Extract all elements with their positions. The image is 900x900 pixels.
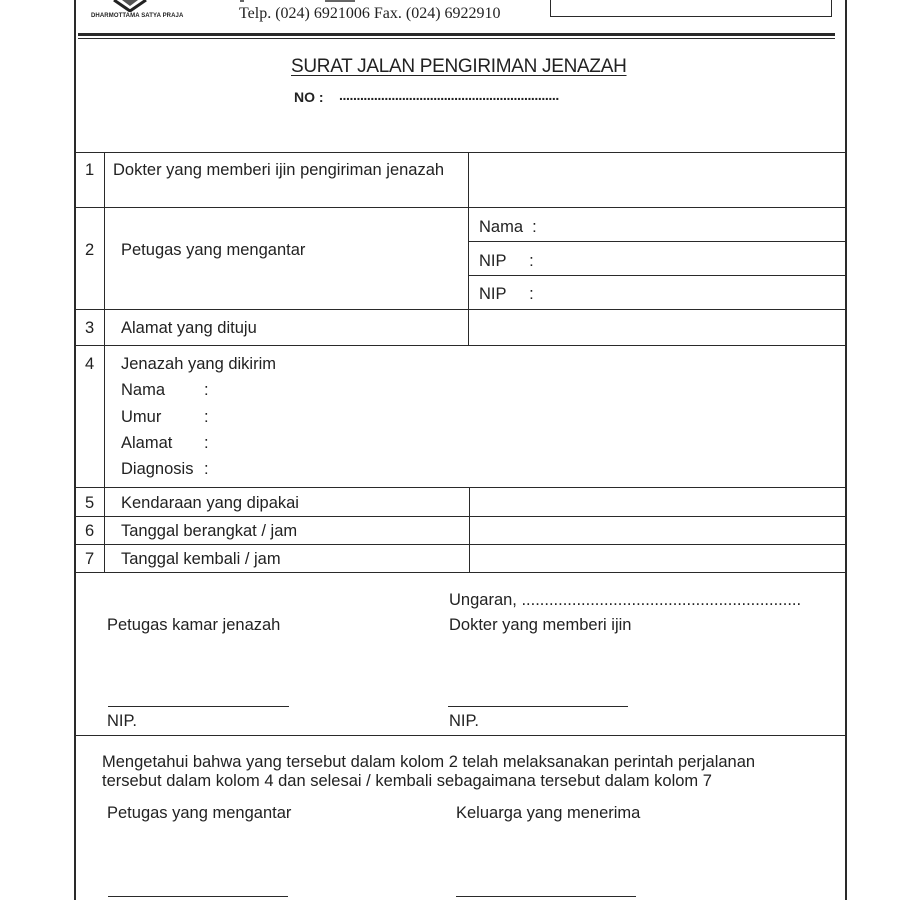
ack-left-signature-line[interactable] [108, 896, 288, 897]
right-signature-line[interactable] [448, 706, 628, 707]
row-label-alamat-tujuan: Alamat yang dituju [121, 319, 257, 337]
table-rule [74, 345, 846, 346]
row-number: 2 [85, 241, 95, 259]
logo-motto: DHARMOTTAMA SATYA PRAJA [91, 13, 184, 19]
ack-right-signer-role: Keluarga yang menerima [456, 804, 641, 822]
document-number-label: NO : [294, 89, 324, 105]
row-number: 3 [85, 319, 95, 337]
row-number: 4 [85, 355, 95, 373]
document-number-dots: ............................................................... [339, 87, 559, 103]
dokter-value-field[interactable] [470, 153, 845, 206]
acknowledgement-text-line2: tersebut dalam kolom 4 dan selesai / kembali sebagaimana tersebut dalam kolom 7 [102, 772, 712, 790]
row-number: 6 [85, 522, 95, 540]
jenazah-diagnosis-label: Diagnosis [121, 460, 194, 478]
header-rule-bottom [78, 38, 835, 39]
row-number: 5 [85, 494, 95, 512]
table-rule [74, 207, 846, 208]
row-label-dokter: Dokter yang memberi ijin pengiriman jenazah [113, 161, 445, 179]
header [0, 0, 900, 40]
ack-left-signer-role: Petugas yang mengantar [107, 804, 292, 822]
ack-right-signature-line[interactable] [456, 896, 636, 897]
jenazah-umur-label: Umur [121, 408, 162, 426]
right-signer-role: Dokter yang memberi ijin [449, 616, 632, 634]
logo-emblem-icon [108, 0, 152, 12]
tanggal-berangkat-value-field[interactable] [471, 517, 845, 544]
section-divider [74, 735, 846, 736]
table-column-rule [468, 309, 469, 346]
table-column-rule [469, 487, 470, 573]
row-label-tanggal-berangkat: Tanggal berangkat / jam [121, 522, 298, 540]
jenazah-nama-colon[interactable]: : [204, 381, 209, 399]
petugas-nip-field[interactable]: NIP : [479, 285, 534, 303]
alamat-tujuan-value-field[interactable] [470, 310, 845, 345]
header-rule-top [78, 33, 835, 36]
acknowledgement-text-line1: Mengetahui bahwa yang tersebut dalam kolom 2 telah melaksanakan perintah perjalanan [102, 753, 756, 771]
page-title: SURAT JALAN PENGIRIMAN JENAZAH [291, 56, 627, 77]
table-rule [469, 275, 846, 276]
place-date[interactable]: Ungaran, ............................................................. [449, 591, 802, 609]
document-code-box [550, 0, 832, 17]
tanggal-kembali-value-field[interactable] [471, 545, 845, 572]
jenazah-umur-colon[interactable]: : [204, 408, 209, 426]
table-rule [74, 572, 846, 573]
contact-info: Telp. (024) 6921006 Fax. (024) 6922910 [239, 5, 501, 22]
jenazah-diagnosis-colon[interactable]: : [204, 460, 209, 478]
page-border-right [845, 0, 847, 900]
row-label-petugas: Petugas yang mengantar [121, 241, 306, 259]
table-column-rule [468, 152, 469, 310]
petugas-nip-field[interactable]: NIP : [479, 252, 534, 270]
kendaraan-value-field[interactable] [471, 488, 845, 516]
left-nip-label: NIP. [107, 712, 137, 730]
page-border-left [74, 0, 76, 900]
jenazah-alamat-colon[interactable]: : [204, 434, 209, 452]
right-nip-label: NIP. [449, 712, 479, 730]
row-label-tanggal-kembali: Tanggal kembali / jam [121, 550, 281, 568]
row-label-kendaraan: Kendaraan yang dipakai [121, 494, 299, 512]
jenazah-alamat-label: Alamat [121, 434, 173, 452]
jenazah-nama-label: Nama [121, 381, 166, 399]
left-signature-line[interactable] [108, 706, 289, 707]
table-rule [469, 241, 846, 242]
row-number: 7 [85, 550, 95, 568]
left-signer-role: Petugas kamar jenazah [107, 616, 281, 634]
row-number: 1 [85, 161, 95, 179]
address-line-fragment [240, 0, 390, 2]
petugas-nama-field[interactable]: Nama : [479, 218, 537, 236]
table-column-rule [104, 152, 105, 573]
row-label-jenazah: Jenazah yang dikirim [121, 355, 276, 373]
